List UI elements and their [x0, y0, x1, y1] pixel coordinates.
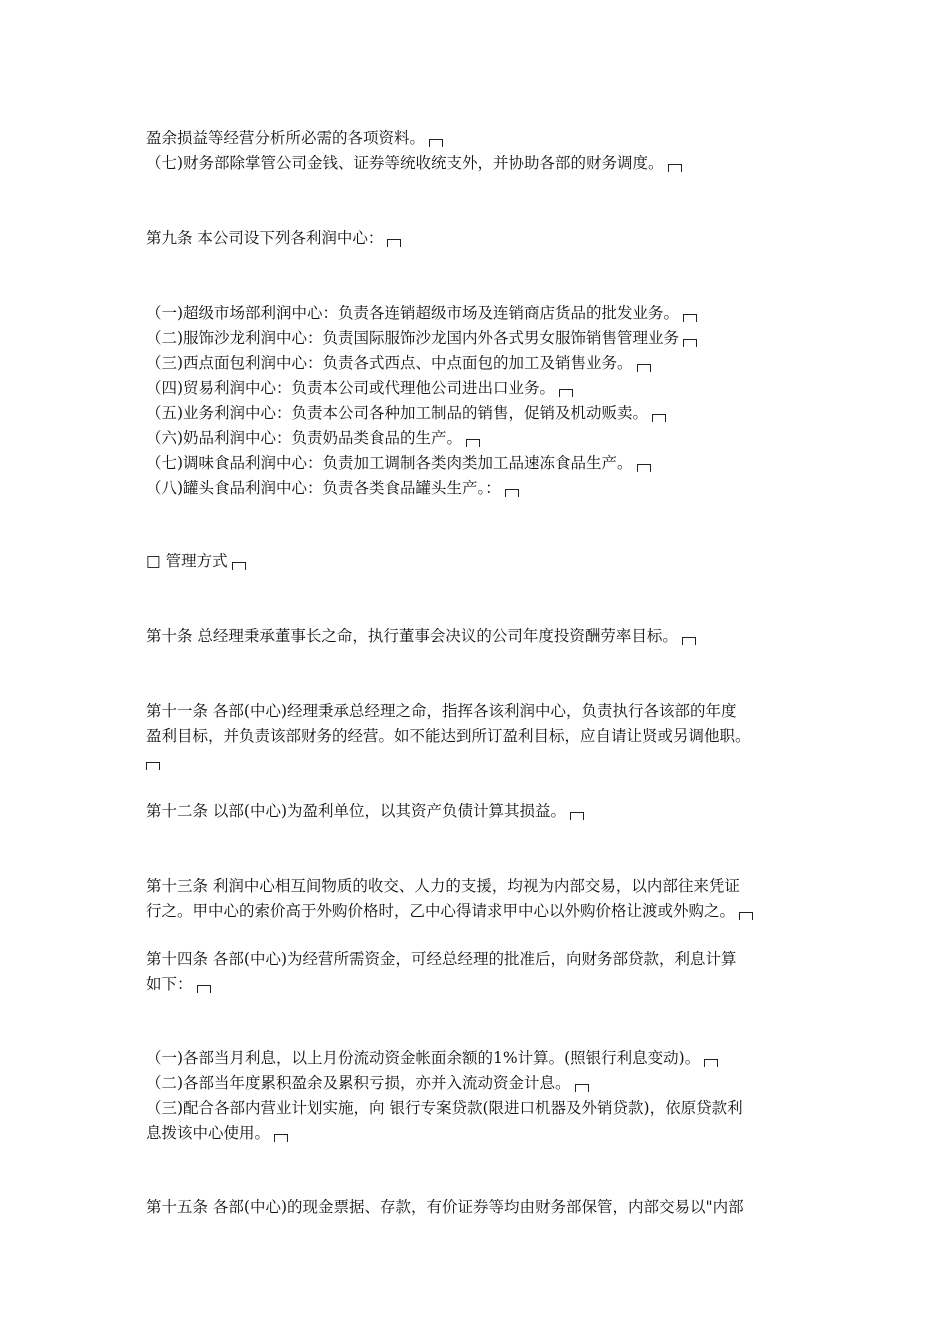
text-line: （三)配合各部内营业计划实施，向 银行专案贷款(限进口机器及外销贷款)，依原贷款利	[146, 1099, 743, 1117]
paragraph-mark-icon	[570, 812, 584, 820]
text-line: （一)超级市场部利润中心：负责各连销超级市场及连销商店货品的批发业务。	[146, 302, 697, 324]
text-line: （六)奶品利润中心：负责奶品类食品的生产。	[146, 427, 480, 449]
paragraph-mark-icon	[146, 762, 160, 770]
text-line: 盈余损益等经营分析所必需的各项资料。	[146, 127, 443, 149]
paragraph-mark-icon	[232, 562, 246, 570]
paragraph-mark-icon	[739, 912, 753, 920]
paragraph-mark-icon	[683, 339, 697, 347]
text-line	[146, 750, 160, 772]
paragraph-mark-icon	[429, 139, 443, 147]
paragraph-mark-icon	[637, 464, 651, 472]
text-line: （七)调味食品利润中心：负责加工调制各类肉类加工品速冻食品生产。	[146, 452, 651, 474]
text-line: （二)各部当年度累积盈余及累积亏损，亦并入流动资金计息。	[146, 1072, 589, 1094]
paragraph-mark-icon	[668, 164, 682, 172]
article-15: 第十五条 各部(中心)的现金票据、存款，有价证券等均由财务部保管，内部交易以"内部	[146, 1198, 744, 1216]
text-line: 行之。甲中心的索价高于外购价格时，乙中心得请求甲中心以外购价格让渡或外购之。	[146, 900, 753, 922]
paragraph-mark-icon	[637, 364, 651, 372]
paragraph-mark-icon	[683, 314, 697, 322]
text-line: （五)业务利润中心：负责本公司各种加工制品的销售，促销及机动贩卖。	[146, 402, 666, 424]
paragraph-mark-icon	[505, 489, 519, 497]
article-11: 第十一条 各部(中心)经理秉承总经理之命，指挥各该利润中心，负责执行各该部的年度	[146, 702, 737, 720]
article-13: 第十三条 利润中心相互间物质的收交、人力的支援，均视为内部交易，以内部往来凭证	[146, 877, 740, 895]
paragraph-mark-icon	[704, 1059, 718, 1067]
paragraph-mark-icon	[575, 1084, 589, 1092]
article-9: 第九条 本公司设下列各利润中心：	[146, 227, 401, 249]
text-line: （三)西点面包利润中心：负责各式西点、中点面包的加工及销售业务。	[146, 352, 651, 374]
text-line: 盈利目标，并负责该部财务的经营。如不能达到所订盈利目标，应自请让贤或另调他职。	[146, 727, 751, 745]
section-heading: □ 管理方式	[146, 550, 246, 572]
paragraph-mark-icon	[466, 439, 480, 447]
paragraph-mark-icon	[559, 389, 573, 397]
text-line: （八)罐头食品利润中心：负责各类食品罐头生产。：	[146, 477, 519, 499]
article-10: 第十条 总经理秉承董事长之命，执行董事会决议的公司年度投资酬劳率目标。	[146, 625, 696, 647]
text-line: （二)服饰沙龙利润中心：负责国际服饰沙龙国内外各式男女服饰销售管理业务	[146, 327, 697, 349]
paragraph-mark-icon	[197, 985, 211, 993]
text-line: （七)财务部除掌管公司金钱、证券等统收统支外，并协助各部的财务调度。	[146, 152, 682, 174]
paragraph-mark-icon	[682, 637, 696, 645]
paragraph-mark-icon	[652, 414, 666, 422]
paragraph-mark-icon	[387, 239, 401, 247]
text-line: 息拨该中心使用。	[146, 1122, 288, 1144]
article-14: 第十四条 各部(中心)为经营所需资金，可经总经理的批准后，向财务部贷款，利息计算	[146, 950, 737, 968]
text-line: （一)各部当月利息，以上月份流动资金帐面余额的1%计算。(照银行利息变动)。	[146, 1047, 718, 1069]
text-line: （四)贸易利润中心：负责本公司或代理他公司进出口业务。	[146, 377, 573, 399]
paragraph-mark-icon	[274, 1134, 288, 1142]
article-12: 第十二条 以部(中心)为盈利单位，以其资产负债计算其损益。	[146, 800, 584, 822]
text-line: 如下：	[146, 973, 211, 995]
